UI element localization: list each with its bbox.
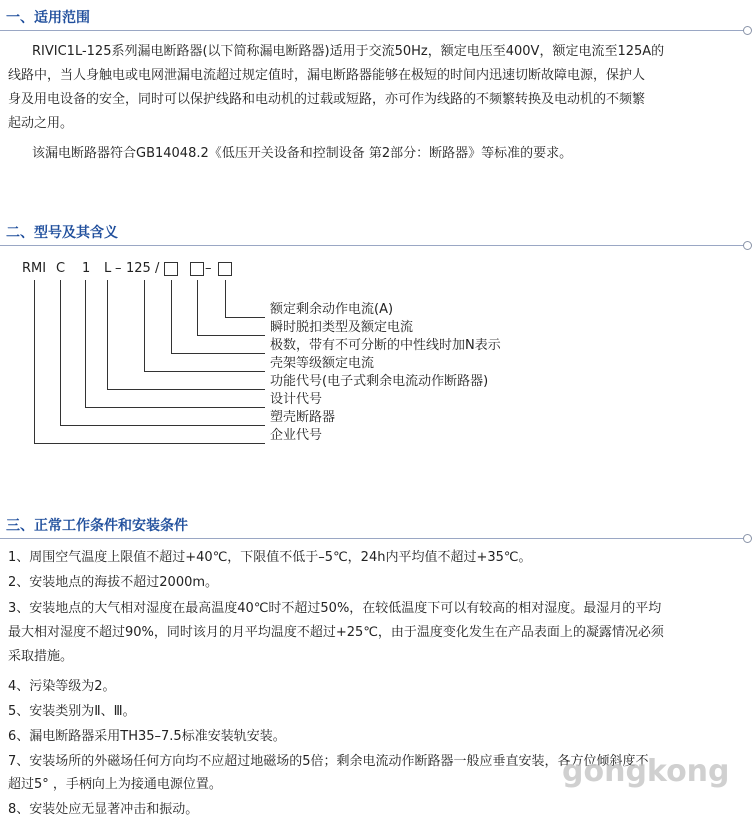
leader-line xyxy=(144,280,145,371)
condition-item: 8、安装处应无显著冲击和振动。 xyxy=(8,802,199,817)
legend-trip-type: 瞬时脱扣类型及额定电流 xyxy=(270,320,414,335)
code-box-poles xyxy=(164,262,178,276)
condition-item: 5、安装类别为Ⅱ、Ⅲ。 xyxy=(8,704,136,719)
legend-residual-current: 额定剩余动作电流(A) xyxy=(270,302,394,317)
watermark-logo: gongkong xyxy=(562,754,730,789)
section-1-paragraph-line-1: RIVIC1L-125系列漏电断路器(以下简称漏电断路器)适用于交流50Hz，额定电压至400V，额定电流至125A的 xyxy=(32,44,665,59)
leader-line xyxy=(85,280,86,407)
section-1-paragraph-line-2: 线路中，当人身触电或电网泄漏电流超过规定值时，漏电断路器能够在极短的时间内迅速切断故障电源，保护人 xyxy=(8,68,646,83)
leader-line xyxy=(34,280,35,443)
leader-line xyxy=(60,425,265,426)
leader-line xyxy=(107,280,108,389)
code-enterprise: RMI xyxy=(22,261,47,276)
divider-end-circle-icon xyxy=(743,241,752,250)
code-slash: / xyxy=(155,261,160,276)
section-3-title: 三、正常工作条件和安装条件 xyxy=(6,518,188,534)
code-box-residual-current xyxy=(218,262,232,276)
code-frame-rating: 125 xyxy=(126,261,151,276)
divider-end-circle-icon xyxy=(743,26,752,35)
condition-item: 1、周围空气温度上限值不超过+40℃，下限值不低于–5℃，24h内平均值不超过+35℃。 xyxy=(8,550,532,565)
legend-design-code: 设计代号 xyxy=(270,392,323,407)
leader-line xyxy=(197,335,265,336)
legend-frame-rating: 壳架等级额定电流 xyxy=(270,356,375,371)
legend-enterprise-code: 企业代号 xyxy=(270,428,323,443)
leader-line xyxy=(60,280,61,425)
legend-molded-case: 塑壳断路器 xyxy=(270,410,336,425)
leader-line xyxy=(225,280,226,317)
section-2-header xyxy=(0,223,755,249)
legend-function-code: 功能代号(电子式剩余电流动作断路器) xyxy=(270,374,489,389)
leader-line xyxy=(197,280,198,335)
leader-line xyxy=(225,317,265,318)
condition-item-continued: 采取措施。 xyxy=(8,649,74,664)
code-box-trip-type xyxy=(190,262,204,276)
section-1-title: 一、适用范围 xyxy=(6,10,90,26)
leader-line xyxy=(107,389,265,390)
divider-end-circle-icon xyxy=(743,534,752,543)
leader-line xyxy=(85,407,265,408)
section-2-divider xyxy=(0,245,745,246)
code-dash-1: – xyxy=(115,261,122,276)
section-3-header xyxy=(0,516,755,542)
leader-line xyxy=(34,443,265,444)
condition-item-continued: 超过5° ，手柄向上为接通电源位置。 xyxy=(8,777,222,792)
code-dash-2: – xyxy=(205,261,212,276)
section-1-standard-paragraph: 该漏电断路器符合GB14048.2《低压开关设备和控制设备 第2部分：断路器》等标准的要求。 xyxy=(32,146,573,161)
code-design: 1 xyxy=(82,261,91,276)
condition-item: 2、安装地点的海拔不超过2000m。 xyxy=(8,575,219,590)
condition-item: 3、安装地点的大气相对湿度在最高温度40℃时不超过50%，在较低温度下可以有较高的相对湿度。最湿月的平均 xyxy=(8,601,662,616)
leader-line xyxy=(171,280,172,353)
section-2-title: 二、型号及其含义 xyxy=(6,225,118,241)
condition-item-continued: 最大相对湿度不超过90%，同时该月的月平均温度不超过+25℃，由于温度变化发生在产品表面上的凝露情况必须 xyxy=(8,625,664,640)
section-1-paragraph-line-4: 起动之用。 xyxy=(8,116,74,131)
condition-item: 6、漏电断路器采用TH35–7.5标准安装轨安装。 xyxy=(8,729,286,744)
condition-item: 7、安装场所的外磁场任何方向均不应超过地磁场的5倍；剩余电流动作断路器一般应垂直安装，各方位倾斜度不 xyxy=(8,754,649,769)
legend-poles: 极数，带有不可分断的中性线时加N表示 xyxy=(270,338,501,353)
section-1-divider xyxy=(0,30,745,31)
section-3-divider xyxy=(0,538,745,539)
section-1-header xyxy=(0,8,755,34)
code-function: L xyxy=(104,261,112,276)
leader-line xyxy=(144,371,265,372)
condition-item: 4、污染等级为2。 xyxy=(8,679,116,694)
section-1-paragraph-line-3: 身及用电设备的安全，同时可以保护线路和电动机的过载或短路，亦可作为线路的不频繁转换及电动机的不频繁 xyxy=(8,92,646,107)
code-molded-case: C xyxy=(56,261,66,276)
leader-line xyxy=(171,353,265,354)
